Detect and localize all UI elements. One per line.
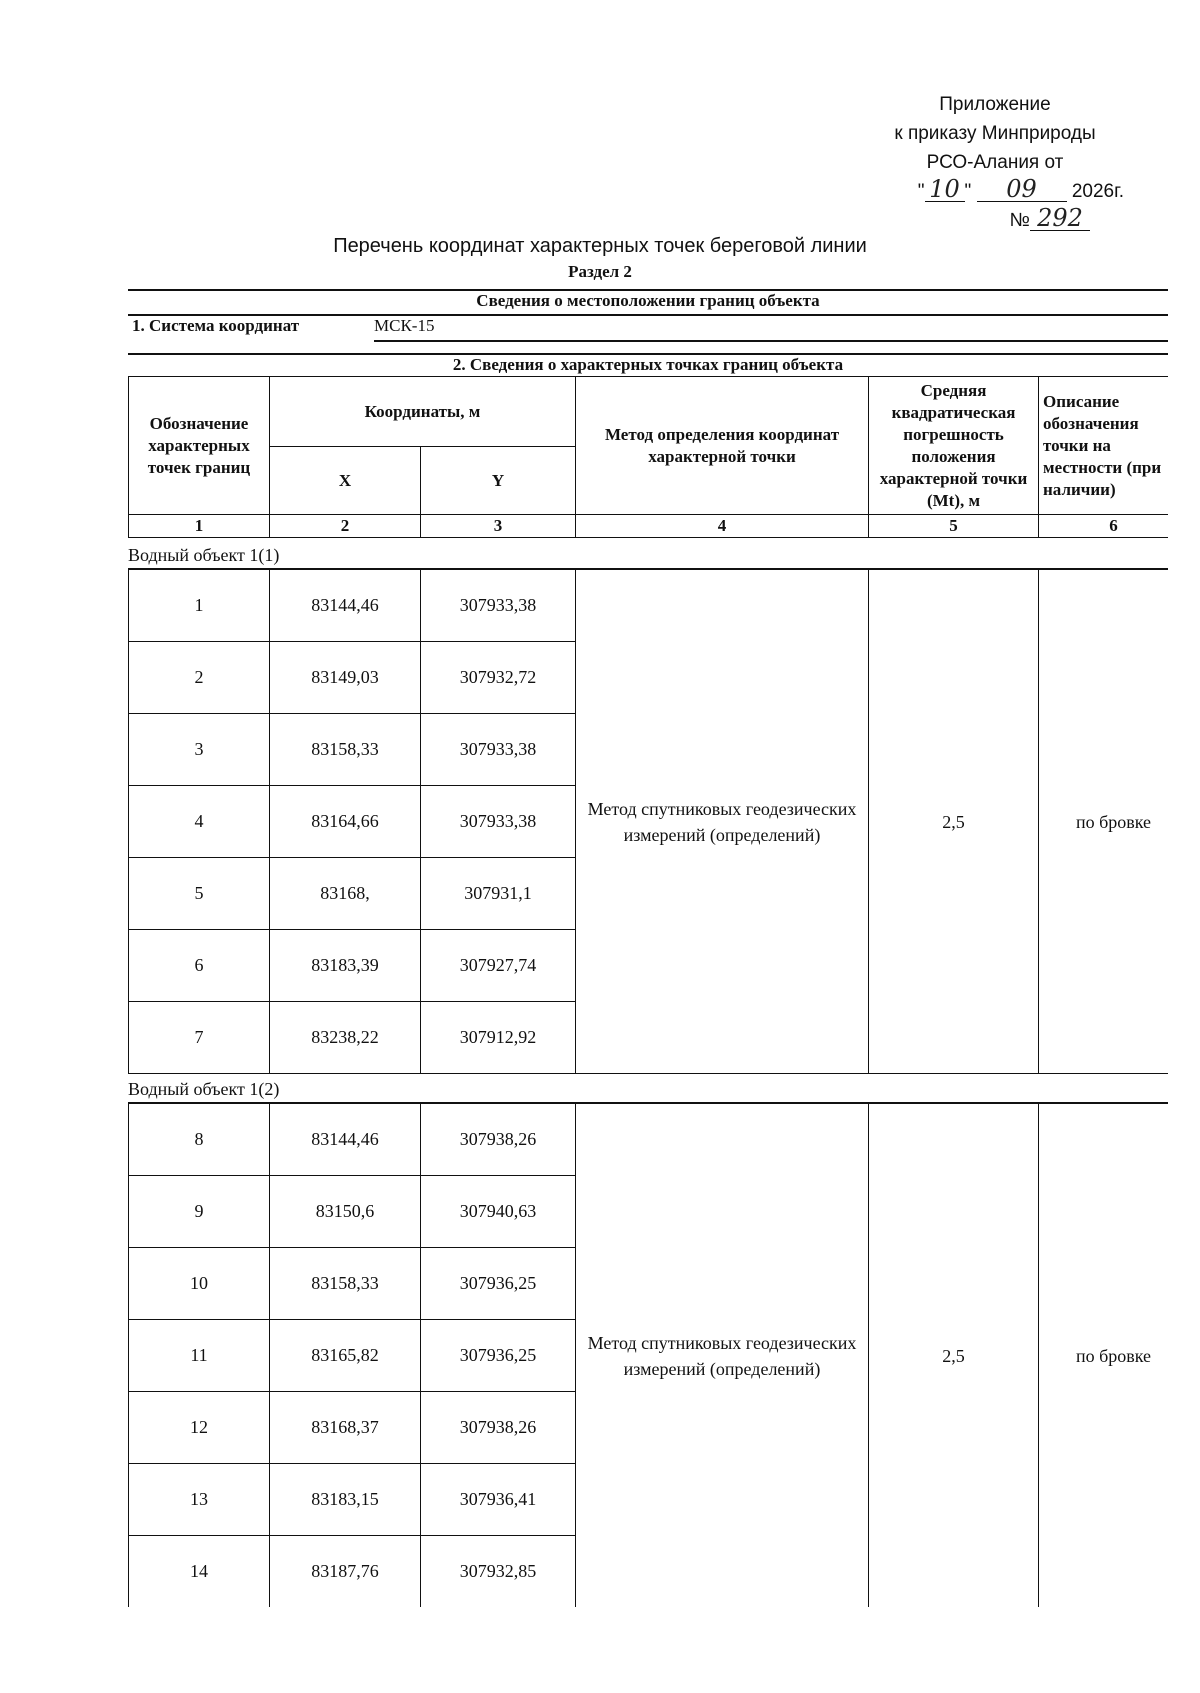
points-table-object-1: [128, 569, 1168, 1074]
description-cell: по бровке: [1039, 1104, 1169, 1608]
coord-y: 307938,26: [421, 1104, 576, 1176]
point-number: 14: [129, 1536, 270, 1608]
coord-y: 307938,26: [421, 1392, 576, 1464]
col-number: 4: [576, 515, 869, 538]
coord-x: 83158,33: [270, 1248, 421, 1320]
point-number: 1: [129, 570, 270, 642]
col-number: 3: [421, 515, 576, 538]
coord-x: 83149,03: [270, 642, 421, 714]
coord-x: 83158,33: [270, 714, 421, 786]
coord-x: 83168,37: [270, 1392, 421, 1464]
header-line-appendix: Приложение: [939, 94, 1051, 115]
col-header-coordinates: Координаты, м: [270, 377, 576, 447]
approval-header: [860, 90, 1130, 235]
heading-object-location: Сведения о местоположении границ объекта: [476, 291, 820, 310]
col-header-error: Средняя квадратическая погрешность положения характерной точки (Mt), м: [869, 377, 1039, 515]
coord-y: 307927,74: [421, 930, 576, 1002]
handwritten-day: 10: [925, 177, 965, 202]
point-number: 3: [129, 714, 270, 786]
col-number: 1: [129, 515, 270, 538]
header-table: [128, 376, 1168, 538]
coord-x: 83183,15: [270, 1464, 421, 1536]
point-number: 5: [129, 858, 270, 930]
col-header-method: Метод определения координат характерной точки: [576, 377, 869, 515]
coord-y: 307933,38: [421, 714, 576, 786]
col-number: 2: [270, 515, 421, 538]
handwritten-number: 292: [1030, 206, 1090, 231]
coord-y: 307936,25: [421, 1320, 576, 1392]
coord-y: 307932,85: [421, 1536, 576, 1608]
coord-x: 83150,6: [270, 1176, 421, 1248]
point-number: 8: [129, 1104, 270, 1176]
point-number: 11: [129, 1320, 270, 1392]
coord-x: 83164,66: [270, 786, 421, 858]
coord-x: 83144,46: [270, 1104, 421, 1176]
coord-y: 307932,72: [421, 642, 576, 714]
point-number: 7: [129, 1002, 270, 1074]
header-date: " 10 " 09 2026г.: [917, 175, 1124, 203]
water-object-label: Водный объект 1(1): [128, 545, 280, 565]
col-header-y: Y: [421, 447, 576, 515]
coordinates-sheet: [128, 287, 1168, 1607]
coord-x: 83183,39: [270, 930, 421, 1002]
coord-x: 83165,82: [270, 1320, 421, 1392]
coord-y: 307936,41: [421, 1464, 576, 1536]
heading-characteristic-points: 2. Сведения о характерных точках границ объекта: [452, 355, 844, 374]
col-number: 5: [869, 515, 1039, 538]
point-number: 2: [129, 642, 270, 714]
point-number: 4: [129, 786, 270, 858]
coord-y: 307933,38: [421, 570, 576, 642]
coord-x: 83168,: [270, 858, 421, 930]
header-year: 2026г.: [1071, 181, 1124, 202]
error-cell: 2,5: [869, 1104, 1039, 1608]
coord-y: 307931,1: [421, 858, 576, 930]
coord-y: 307912,92: [421, 1002, 576, 1074]
header-line-order: к приказу Минприроды: [894, 123, 1096, 144]
col-header-point: Обозначение характерных точек границ: [129, 377, 270, 515]
coord-y: 307940,63: [421, 1176, 576, 1248]
method-cell: Метод спутниковых геодезических измерений (определений): [576, 1104, 869, 1608]
method-cell: Метод спутниковых геодезических измерений (определений): [576, 570, 869, 1074]
point-number: 12: [129, 1392, 270, 1464]
point-number: 10: [129, 1248, 270, 1320]
point-number: 6: [129, 930, 270, 1002]
coord-y: 307933,38: [421, 786, 576, 858]
col-header-description: Описание обозначения точки на местности (при наличии): [1039, 377, 1168, 515]
header-line-ministry: РСО-Алания от: [926, 152, 1064, 173]
table-row: [129, 570, 1169, 642]
coord-x: 83187,76: [270, 1536, 421, 1608]
handwritten-month: 09: [977, 177, 1067, 202]
col-number: 6: [1039, 515, 1168, 538]
coord-x: 83144,46: [270, 570, 421, 642]
points-table-object-2: [128, 1103, 1168, 1607]
section-title: Раздел 2: [568, 262, 632, 281]
coord-system-label: 1. Система координат: [132, 316, 300, 335]
description-cell: по бровке: [1039, 570, 1169, 1074]
header-number: № 292: [860, 206, 1130, 235]
document-title: Перечень координат характерных точек береговой линии: [333, 235, 867, 257]
coord-x: 83238,22: [270, 1002, 421, 1074]
error-cell: 2,5: [869, 570, 1039, 1074]
coord-y: 307936,25: [421, 1248, 576, 1320]
water-object-label: Водный объект 1(2): [128, 1079, 280, 1099]
point-number: 13: [129, 1464, 270, 1536]
coord-system-value: МСК-15: [374, 316, 435, 335]
col-header-x: X: [270, 447, 421, 515]
divider: [374, 340, 1168, 342]
table-row: [129, 1104, 1169, 1176]
point-number: 9: [129, 1176, 270, 1248]
